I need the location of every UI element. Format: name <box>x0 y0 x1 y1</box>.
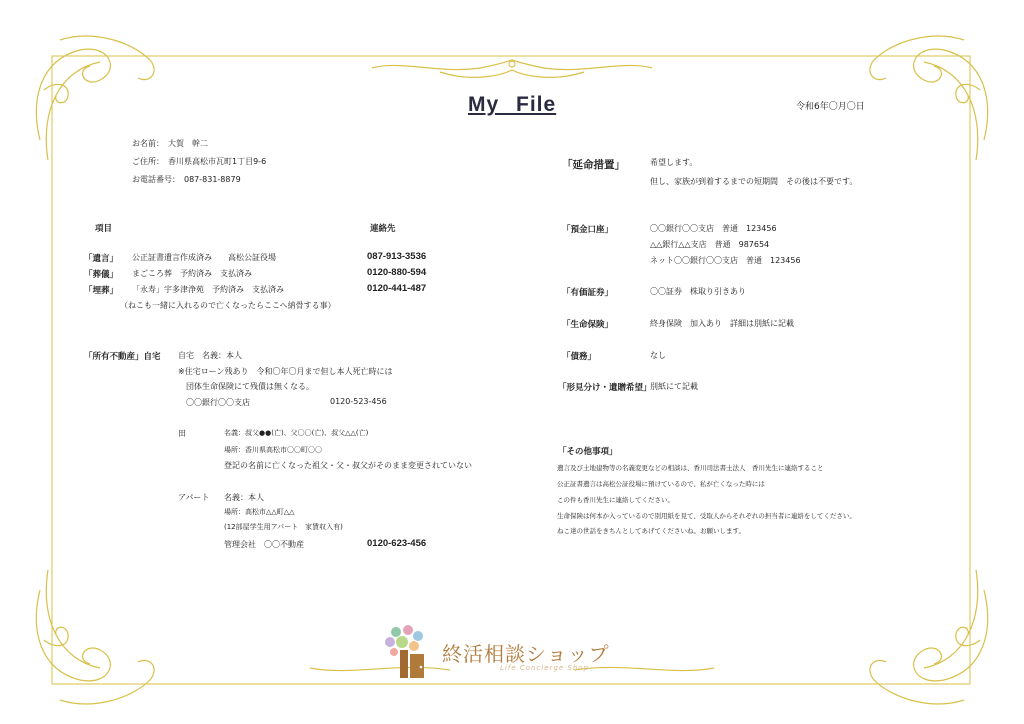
keepsake-label: 「形見分け・遺贈希望」 <box>558 383 652 393</box>
funeral-phone: 0120-880-594 <box>367 267 427 278</box>
funeral-label: 「葬儀」 <box>84 270 119 280</box>
field-place: 場所：香川県高松市〇〇町〇〇 <box>224 446 322 454</box>
burial-text: 「永寿」宇多津浄苑 予約済み 支払済み <box>132 285 284 294</box>
insurance-text: 終身保険 加入あり 詳細は別紙に記載 <box>650 319 794 328</box>
apartment-place: 場所：高松市△△町△△ <box>224 508 295 516</box>
deposit-label: 「預金口座」 <box>562 225 614 235</box>
will-label: 「遺言」 <box>84 254 119 264</box>
contacts-col-item: 項目 <box>95 224 113 234</box>
burial-phone: 0120-441-487 <box>367 283 427 294</box>
property-label: 「所有不動産」自宅 <box>84 352 161 362</box>
life-support-line2: 但し、家族が到着するまでの短期間 その後は不要です。 <box>650 177 858 186</box>
home-insurance: 団体生命保険にて残債は無くなる。 <box>186 382 314 391</box>
home-owner: 自宅 名義：本人 <box>178 351 242 360</box>
funeral-text: まごころ葬 予約済み 支払済み <box>132 269 252 278</box>
will-text: 公正証書遺言作成済み 高松公証役場 <box>132 253 276 262</box>
will-phone: 087-913-3536 <box>367 251 427 262</box>
burial-label: 「埋葬」 <box>84 286 119 296</box>
securities-text: 〇〇証券 株取り引きあり <box>650 287 746 296</box>
other-line-3: この件も香川先生に連絡してください。 <box>557 496 674 504</box>
logo-name: 終活相談ショップ <box>442 642 610 666</box>
home-bank: 〇〇銀行〇〇支店 <box>186 398 250 407</box>
logo-subtitle: Life Concierge Shop <box>500 664 590 672</box>
apartment-manager-phone: 0120-623-456 <box>367 538 427 549</box>
top-center-ornament <box>372 60 652 77</box>
other-line-1: 遺言及び土地建物等の名義変更などの相談は、香川司法書士法人 香川先生に連絡すること <box>557 464 824 472</box>
debt-text: なし <box>650 351 666 360</box>
field-kind: 田 <box>178 429 186 438</box>
deposit-line-3: ネット〇〇銀行〇〇支店 普通 123456 <box>650 256 801 265</box>
other-line-4: 生命保険は何本か入っているので別用紙を見て、受取人からそれぞれの担当者に連絡をしてください。 <box>557 512 856 520</box>
contacts-col-contact: 連絡先 <box>370 224 396 234</box>
field-note: 登記の名前に亡くなった祖父・父・叔父がそのまま変更されていない <box>224 461 472 470</box>
apartment-kind: アパート <box>178 493 210 502</box>
apartment-owner: 名義：本人 <box>224 493 264 502</box>
document-date: 令和6年〇月〇日 <box>796 102 865 112</box>
apartment-desc: (12部屋学生用アパート 家賃収入有) <box>224 523 343 531</box>
other-line-2: 公正証書遺言は高松公証役場に預けているので、私が亡くなった時には <box>557 480 765 488</box>
debt-label: 「債務」 <box>562 352 597 362</box>
apartment-manager: 管理会社 〇〇不動産 <box>224 540 304 549</box>
life-support-label: 「延命措置」 <box>562 159 625 171</box>
deposit-line-1: 〇〇銀行〇〇支店 普通 123456 <box>650 224 777 233</box>
home-bank-phone: 0120-523-456 <box>330 397 387 406</box>
personal-name: お名前： 大賀 幹二 <box>132 139 208 148</box>
personal-phone: お電話番号： 087-831-8879 <box>132 175 241 184</box>
other-line-5: ねこ達の世話をきちんとしてあげてくださいね。お願いします。 <box>557 527 745 535</box>
securities-label: 「有価証券」 <box>562 288 614 298</box>
page-title: My File <box>468 93 557 116</box>
insurance-label: 「生命保険」 <box>562 320 614 330</box>
home-loan: ※住宅ローン残あり 令和〇年〇月まで但し本人死亡時には <box>178 367 393 376</box>
field-owner: 名義：叔父●●(亡)、父〇〇(亡)、叔父△△(亡) <box>224 429 369 437</box>
personal-address: ご住所： 香川県高松市瓦町1丁目9-6 <box>132 157 267 166</box>
life-support-line1: 希望します。 <box>650 158 698 167</box>
other-label: 「その他事項」 <box>558 447 618 457</box>
keepsake-text: 別紙にて記載 <box>650 382 698 391</box>
tree-door-logo-icon <box>380 624 434 680</box>
deposit-line-2: △△銀行△△支店 普通 987654 <box>650 240 770 249</box>
burial-note: （ねこも一緒に入れるので亡くなったらここへ納骨する事） <box>120 301 336 310</box>
